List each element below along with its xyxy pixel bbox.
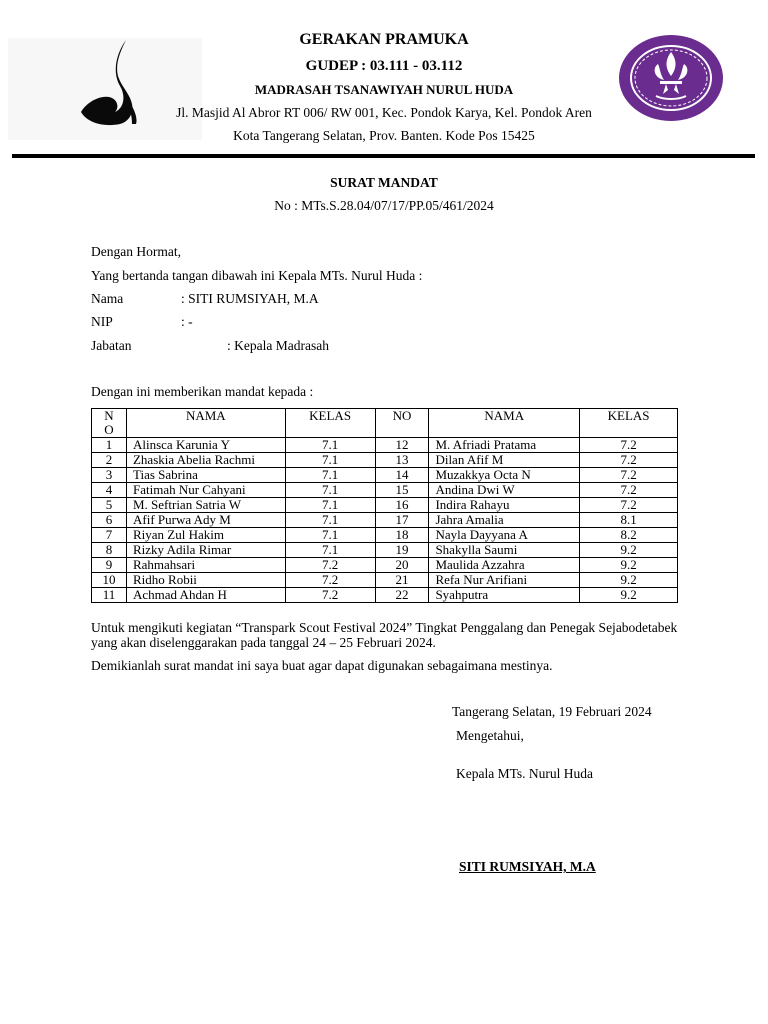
place-date: Tangerang Selatan, 19 Februari 2024	[452, 704, 652, 719]
wosm-emblem-icon	[618, 34, 724, 122]
table-cell: Alinsca Karunia Y	[126, 438, 285, 453]
table-cell: 5	[92, 498, 127, 513]
table-cell: Ridho Robii	[126, 573, 285, 588]
table-row	[92, 588, 678, 603]
table-cell: 17	[375, 513, 429, 528]
letter-number: No : MTs.S.28.04/07/17/PP.05/461/2024	[274, 198, 494, 213]
table-row	[92, 438, 678, 453]
closing-text: Demikianlah surat mandat ini saya buat agar dapat digunakan sebagaimana mestinya.	[91, 658, 553, 673]
table-cell: M. Afriadi Pratama	[429, 438, 580, 453]
field-nama	[91, 291, 319, 307]
mandate-intro: Dengan ini memberikan mandat kepada :	[91, 384, 314, 399]
table-cell: 7.1	[285, 498, 375, 513]
table-cell: 6	[92, 513, 127, 528]
letter-title: SURAT MANDAT	[330, 175, 438, 190]
member-table	[91, 408, 678, 603]
signer-name: SITI RUMSIYAH, M.A	[459, 859, 596, 874]
table-cell: 12	[375, 438, 429, 453]
table-cell: 1	[92, 438, 127, 453]
table-cell: 9	[92, 558, 127, 573]
field-nip	[91, 314, 193, 330]
table-cell: 7.2	[580, 453, 678, 468]
table-cell: 7.1	[285, 543, 375, 558]
school-city: Kota Tangerang Selatan, Prov. Banten. Kode Pos 15425	[233, 128, 535, 143]
field-value: : Kepala Madrasah	[227, 338, 329, 353]
table-cell: 22	[375, 588, 429, 603]
table-cell: 7.1	[285, 468, 375, 483]
table-body	[92, 438, 678, 603]
table-header-row	[92, 409, 678, 438]
table-cell: 2	[92, 453, 127, 468]
table-row	[92, 558, 678, 573]
table-row	[92, 468, 678, 483]
field-label: Jabatan	[91, 338, 132, 353]
school-address: Jl. Masjid Al Abror RT 006/ RW 001, Kec. Pondok Karya, Kel. Pondok Aren	[176, 105, 592, 120]
table-cell: 8	[92, 543, 127, 558]
signer-position: Kepala MTs. Nurul Huda	[456, 766, 594, 781]
table-cell: 7.1	[285, 513, 375, 528]
table-cell: 9.2	[580, 543, 678, 558]
table-cell: M. Seftrian Satria W	[126, 498, 285, 513]
table-row	[92, 453, 678, 468]
table-cell: 19	[375, 543, 429, 558]
column-header: KELAS	[285, 409, 375, 438]
table-cell: Riyan Zul Hakim	[126, 528, 285, 543]
field-value: : -	[181, 314, 193, 329]
table-cell: 14	[375, 468, 429, 483]
table-row	[92, 483, 678, 498]
table-cell: 7.1	[285, 528, 375, 543]
table-cell: Afif Purwa Ady M	[126, 513, 285, 528]
school-name: MADRASAH TSANAWIYAH NURUL HUDA	[254, 82, 514, 97]
header-divider	[12, 154, 755, 158]
table-cell: 9.2	[580, 573, 678, 588]
table-cell: 3	[92, 468, 127, 483]
table-cell: 10	[92, 573, 127, 588]
table-cell: 4	[92, 483, 127, 498]
table-cell: Maulida Azzahra	[429, 558, 580, 573]
field-jabatan	[91, 338, 329, 354]
table-cell: 21	[375, 573, 429, 588]
table-cell: Indira Rahayu	[429, 498, 580, 513]
table-cell: Syahputra	[429, 588, 580, 603]
table-cell: Shakylla Saumi	[429, 543, 580, 558]
greeting: Dengan Hormat,	[91, 244, 181, 259]
table-cell: Refa Nur Arifiani	[429, 573, 580, 588]
table-cell: Jahra Amalia	[429, 513, 580, 528]
table-cell: 8.2	[580, 528, 678, 543]
table-cell: 11	[92, 588, 127, 603]
column-header: KELAS	[580, 409, 678, 438]
table-cell: Dilan Afif M	[429, 453, 580, 468]
table-cell: 7.1	[285, 453, 375, 468]
table-cell: 7.2	[285, 588, 375, 603]
table-cell: 7.2	[580, 483, 678, 498]
table-row	[92, 528, 678, 543]
table-cell: 16	[375, 498, 429, 513]
table-cell: Muzakkya Octa N	[429, 468, 580, 483]
table-cell: Rizky Adila Rimar	[126, 543, 285, 558]
field-label: Nama	[91, 291, 124, 306]
table-cell: 20	[375, 558, 429, 573]
table-cell: 7.1	[285, 483, 375, 498]
table-cell: 7.2	[580, 468, 678, 483]
table-cell: Zhaskia Abelia Rachmi	[126, 453, 285, 468]
table-cell: 9.2	[580, 588, 678, 603]
table-cell: Fatimah Nur Cahyani	[126, 483, 285, 498]
table-cell: Andina Dwi W	[429, 483, 580, 498]
table-cell: Tias Sabrina	[126, 468, 285, 483]
table-cell: 7.2	[285, 558, 375, 573]
field-label: NIP	[91, 314, 113, 329]
table-cell: 18	[375, 528, 429, 543]
table-cell: 15	[375, 483, 429, 498]
column-header: N O	[92, 409, 127, 438]
acknowledge-text: Mengetahui,	[456, 728, 524, 743]
table-cell: Nayla Dayyana A	[429, 528, 580, 543]
table-cell: 13	[375, 453, 429, 468]
org-name: GERAKAN PRAMUKA	[299, 31, 469, 48]
table-cell: 7.2	[580, 498, 678, 513]
intro-text: Yang bertanda tangan dibawah ini Kepala MTs. Nurul Huda :	[91, 268, 423, 283]
table-cell: Achmad Ahdan H	[126, 588, 285, 603]
purpose-text: Untuk mengikuti kegiatan “Transpark Scout Festival 2024” Tingkat Penggalang dan Penegak Sejabodetabek yang akan diselenggarakan pada tanggal 24 – 25 Februari 2024.	[91, 620, 678, 650]
table-cell: 7.1	[285, 438, 375, 453]
column-header: NO	[375, 409, 429, 438]
table-cell: 8.1	[580, 513, 678, 528]
table-row	[92, 543, 678, 558]
column-header: NAMA	[126, 409, 285, 438]
field-value: : SITI RUMSIYAH, M.A	[181, 291, 319, 306]
gudep-number: GUDEP : 03.111 - 03.112	[305, 58, 463, 74]
table-cell: 7.2	[285, 573, 375, 588]
column-header: NAMA	[429, 409, 580, 438]
table-row	[92, 573, 678, 588]
table-cell: 9.2	[580, 558, 678, 573]
table-cell: 7	[92, 528, 127, 543]
table-cell: Rahmahsari	[126, 558, 285, 573]
table-cell: 7.2	[580, 438, 678, 453]
table-row	[92, 513, 678, 528]
table-row	[92, 498, 678, 513]
